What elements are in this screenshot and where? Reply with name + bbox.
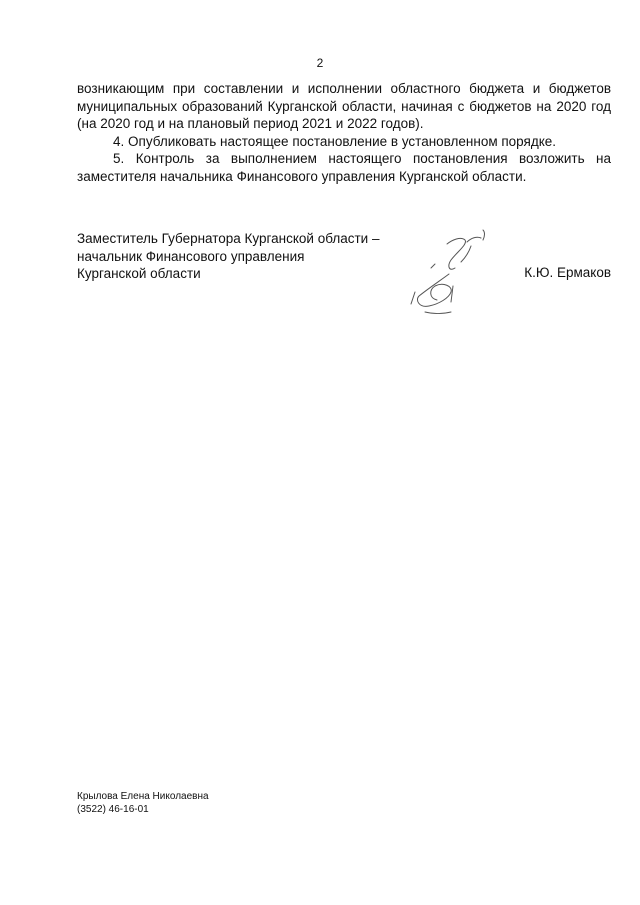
handwritten-signature: [405, 222, 505, 327]
signatory-position-line-1: Заместитель Губернатора Курганской области –: [77, 231, 380, 246]
signatory-position-line-3: Курганской области: [77, 266, 201, 282]
paragraph-item-4: 4. Опубликовать настоящее постановление в установленном порядке.: [113, 133, 557, 149]
page-number: 2: [316, 56, 324, 70]
signatory-name: К.Ю. Ермаков: [524, 265, 611, 280]
paragraph-item-5: 5. Контроль за выполнением настоящего постановления возложить на заместителя начальника Финансового управления Курганской области.: [77, 151, 611, 184]
paragraph-continuation: возникающим при составлении и исполнении областного бюджета и бюджетов муниципальных образований Курганской области, начиная с бюджетов на 2020 год (на 2020 год и на плановый период 2021 и 2022 годов).: [77, 81, 611, 132]
executor-info: [77, 791, 209, 816]
signatory-position-line-2: начальник Финансового управления: [77, 248, 305, 264]
executor-name: Крылова Елена Николаевна: [77, 791, 209, 802]
document-body: [77, 80, 611, 186]
executor-phone: (3522) 46-16-01: [77, 803, 149, 815]
